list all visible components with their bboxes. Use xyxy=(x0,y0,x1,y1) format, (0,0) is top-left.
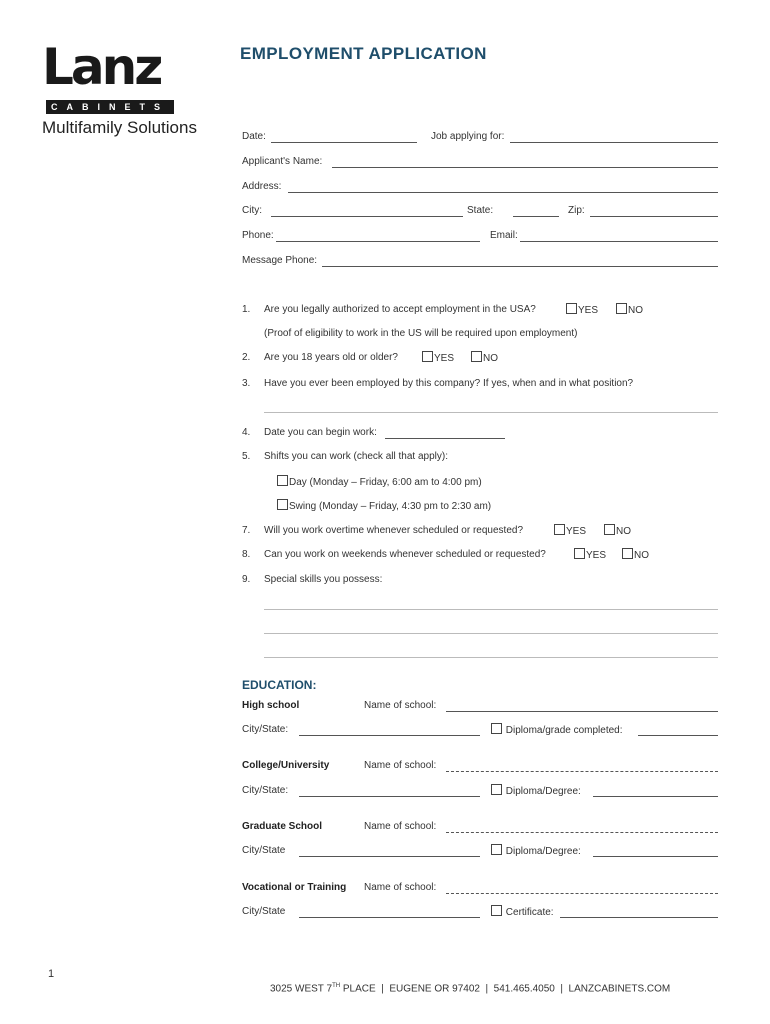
college-city-field[interactable] xyxy=(299,796,480,797)
phone-label: Phone: xyxy=(242,230,274,241)
q3-text: Have you ever been employed by this company? If yes, when and in what position? xyxy=(264,378,634,389)
email-label: Email: xyxy=(490,230,518,241)
q1-no-label: NO xyxy=(628,305,643,316)
voc-school-field[interactable] xyxy=(446,893,718,894)
footer-contact: PLACE | EUGENE OR 97402 | 541.465.4050 | LANZCABINETS.COM xyxy=(340,983,671,995)
college-degree-option[interactable] xyxy=(491,784,581,797)
q7-text: Will you work overtime whenever scheduled or requested? xyxy=(264,525,524,536)
date-field[interactable] xyxy=(271,142,417,143)
q2-yes-label: YES xyxy=(434,353,455,364)
hs-diploma-label: Diploma/grade completed: xyxy=(505,725,623,736)
name-label: Applicant's Name: xyxy=(242,156,323,167)
email-field[interactable] xyxy=(520,241,718,242)
voc-city-label: City/State xyxy=(242,906,286,917)
message-phone-field[interactable] xyxy=(322,266,718,267)
city-field[interactable] xyxy=(271,216,463,217)
q8-no-label: NO xyxy=(634,550,649,561)
logo-wordmark: Lanz xyxy=(42,38,161,96)
q5-number: 5. xyxy=(242,451,251,462)
q1-text: Are you legally authorized to accept employment in the USA? xyxy=(264,304,536,315)
q8-yes-checkbox[interactable] xyxy=(574,548,585,559)
education-heading: EDUCATION: xyxy=(242,678,317,692)
college-school-label: Name of school: xyxy=(364,760,437,771)
q2-number: 2. xyxy=(242,352,251,363)
college-degree-label: Diploma/Degree: xyxy=(505,786,581,797)
q2-text: Are you 18 years old or older? xyxy=(264,352,398,363)
q1-number: 1. xyxy=(242,304,251,315)
footer-street: 3025 WEST 7 xyxy=(270,983,333,995)
voc-certificate-field[interactable] xyxy=(560,917,718,918)
shift-swing-label: Swing (Monday – Friday, 4:30 pm to 2:30 am) xyxy=(289,501,492,512)
shift-swing-checkbox[interactable] xyxy=(277,499,288,510)
zip-field[interactable] xyxy=(590,216,718,217)
grad-city-field[interactable] xyxy=(299,856,480,857)
q7-number: 7. xyxy=(242,525,251,536)
voc-city-field[interactable] xyxy=(299,917,480,918)
page-title: EMPLOYMENT APPLICATION xyxy=(240,44,487,63)
hs-diploma-option[interactable] xyxy=(491,723,623,736)
job-field[interactable] xyxy=(510,142,718,143)
q8-number: 8. xyxy=(242,549,251,560)
grad-city-label: City/State xyxy=(242,845,286,856)
address-label: Address: xyxy=(242,181,282,192)
q3-answer-line[interactable] xyxy=(264,412,718,413)
shift-swing-option[interactable] xyxy=(277,499,491,512)
q8-yes-option[interactable] xyxy=(574,548,606,561)
college-label: College/University xyxy=(242,760,330,771)
q2-yes-option[interactable] xyxy=(422,351,454,364)
skills-line-1[interactable] xyxy=(264,609,718,610)
q7-no-option[interactable] xyxy=(604,524,631,537)
graduate-label: Graduate School xyxy=(242,821,323,832)
hs-city-label: City/State: xyxy=(242,724,289,735)
college-school-field[interactable] xyxy=(446,771,718,772)
voc-certificate-option[interactable] xyxy=(491,905,554,918)
q8-yes-label: YES xyxy=(586,550,607,561)
logo-tagline: Multifamily Solutions xyxy=(42,118,197,137)
q8-no-checkbox[interactable] xyxy=(622,548,633,559)
date-label: Date: xyxy=(242,131,266,142)
q4-number: 4. xyxy=(242,427,251,438)
hs-diploma-field[interactable] xyxy=(638,735,718,736)
skills-line-2[interactable] xyxy=(264,633,718,634)
phone-field[interactable] xyxy=(276,241,480,242)
voc-certificate-label: Certificate: xyxy=(505,907,554,918)
shift-day-checkbox[interactable] xyxy=(277,475,288,486)
name-field[interactable] xyxy=(332,167,718,168)
grad-degree-option[interactable] xyxy=(491,844,581,857)
q9-text: Special skills you possess: xyxy=(264,574,383,585)
hs-school-label: Name of school: xyxy=(364,700,437,711)
voc-school-label: Name of school: xyxy=(364,882,437,893)
q3-number: 3. xyxy=(242,378,251,389)
q8-text: Can you work on weekends whenever scheduled or requested? xyxy=(264,549,546,560)
footer-superscript: TH xyxy=(332,983,341,989)
q9-number: 9. xyxy=(242,574,251,585)
q7-yes-option[interactable] xyxy=(554,524,586,537)
city-label: City: xyxy=(242,205,262,216)
hs-school-field[interactable] xyxy=(446,711,718,712)
q1-no-checkbox[interactable] xyxy=(616,303,627,314)
q1-no-option[interactable] xyxy=(616,303,643,316)
state-field[interactable] xyxy=(513,216,559,217)
logo-bar: CABINETS xyxy=(46,100,174,114)
college-city-label: City/State: xyxy=(242,785,289,796)
page-number: 1 xyxy=(48,968,55,980)
q7-no-checkbox[interactable] xyxy=(604,524,615,535)
q1-note: (Proof of eligibility to work in the US will be required upon employment) xyxy=(264,328,578,339)
grad-degree-label: Diploma/Degree: xyxy=(505,846,581,857)
q2-no-label: NO xyxy=(483,353,498,364)
message-phone-label: Message Phone: xyxy=(242,255,318,266)
grad-school-field[interactable] xyxy=(446,832,718,833)
grad-degree-field[interactable] xyxy=(593,856,718,857)
q5-text: Shifts you can work (check all that apply): xyxy=(264,451,448,462)
q1-yes-label: YES xyxy=(578,305,599,316)
high-school-label: High school xyxy=(242,700,300,711)
q2-no-checkbox[interactable] xyxy=(471,351,482,362)
q1-yes-option[interactable] xyxy=(566,303,598,316)
hs-city-field[interactable] xyxy=(299,735,480,736)
q2-no-option[interactable] xyxy=(471,351,498,364)
start-date-field[interactable] xyxy=(385,438,505,439)
college-degree-field[interactable] xyxy=(593,796,718,797)
college-degree-checkbox[interactable] xyxy=(491,784,502,795)
zip-label: Zip: xyxy=(568,205,585,216)
address-field[interactable] xyxy=(288,192,718,193)
job-label: Job applying for: xyxy=(431,131,505,142)
vocational-label: Vocational or Training xyxy=(242,882,347,893)
q7-yes-checkbox[interactable] xyxy=(554,524,565,535)
q7-no-label: NO xyxy=(616,526,631,537)
voc-certificate-checkbox[interactable] xyxy=(491,905,502,916)
state-label: State: xyxy=(467,205,494,216)
grad-school-label: Name of school: xyxy=(364,821,437,832)
hs-diploma-checkbox[interactable] xyxy=(491,723,502,734)
q7-yes-label: YES xyxy=(566,526,587,537)
grad-degree-checkbox[interactable] xyxy=(491,844,502,855)
q8-no-option[interactable] xyxy=(622,548,649,561)
q2-yes-checkbox[interactable] xyxy=(422,351,433,362)
q4-text: Date you can begin work: xyxy=(264,427,377,438)
footer-address xyxy=(270,983,670,994)
shift-day-label: Day (Monday – Friday, 6:00 am to 4:00 pm) xyxy=(289,477,482,488)
shift-day-option[interactable] xyxy=(277,475,482,488)
q1-yes-checkbox[interactable] xyxy=(566,303,577,314)
skills-line-3[interactable] xyxy=(264,657,718,658)
